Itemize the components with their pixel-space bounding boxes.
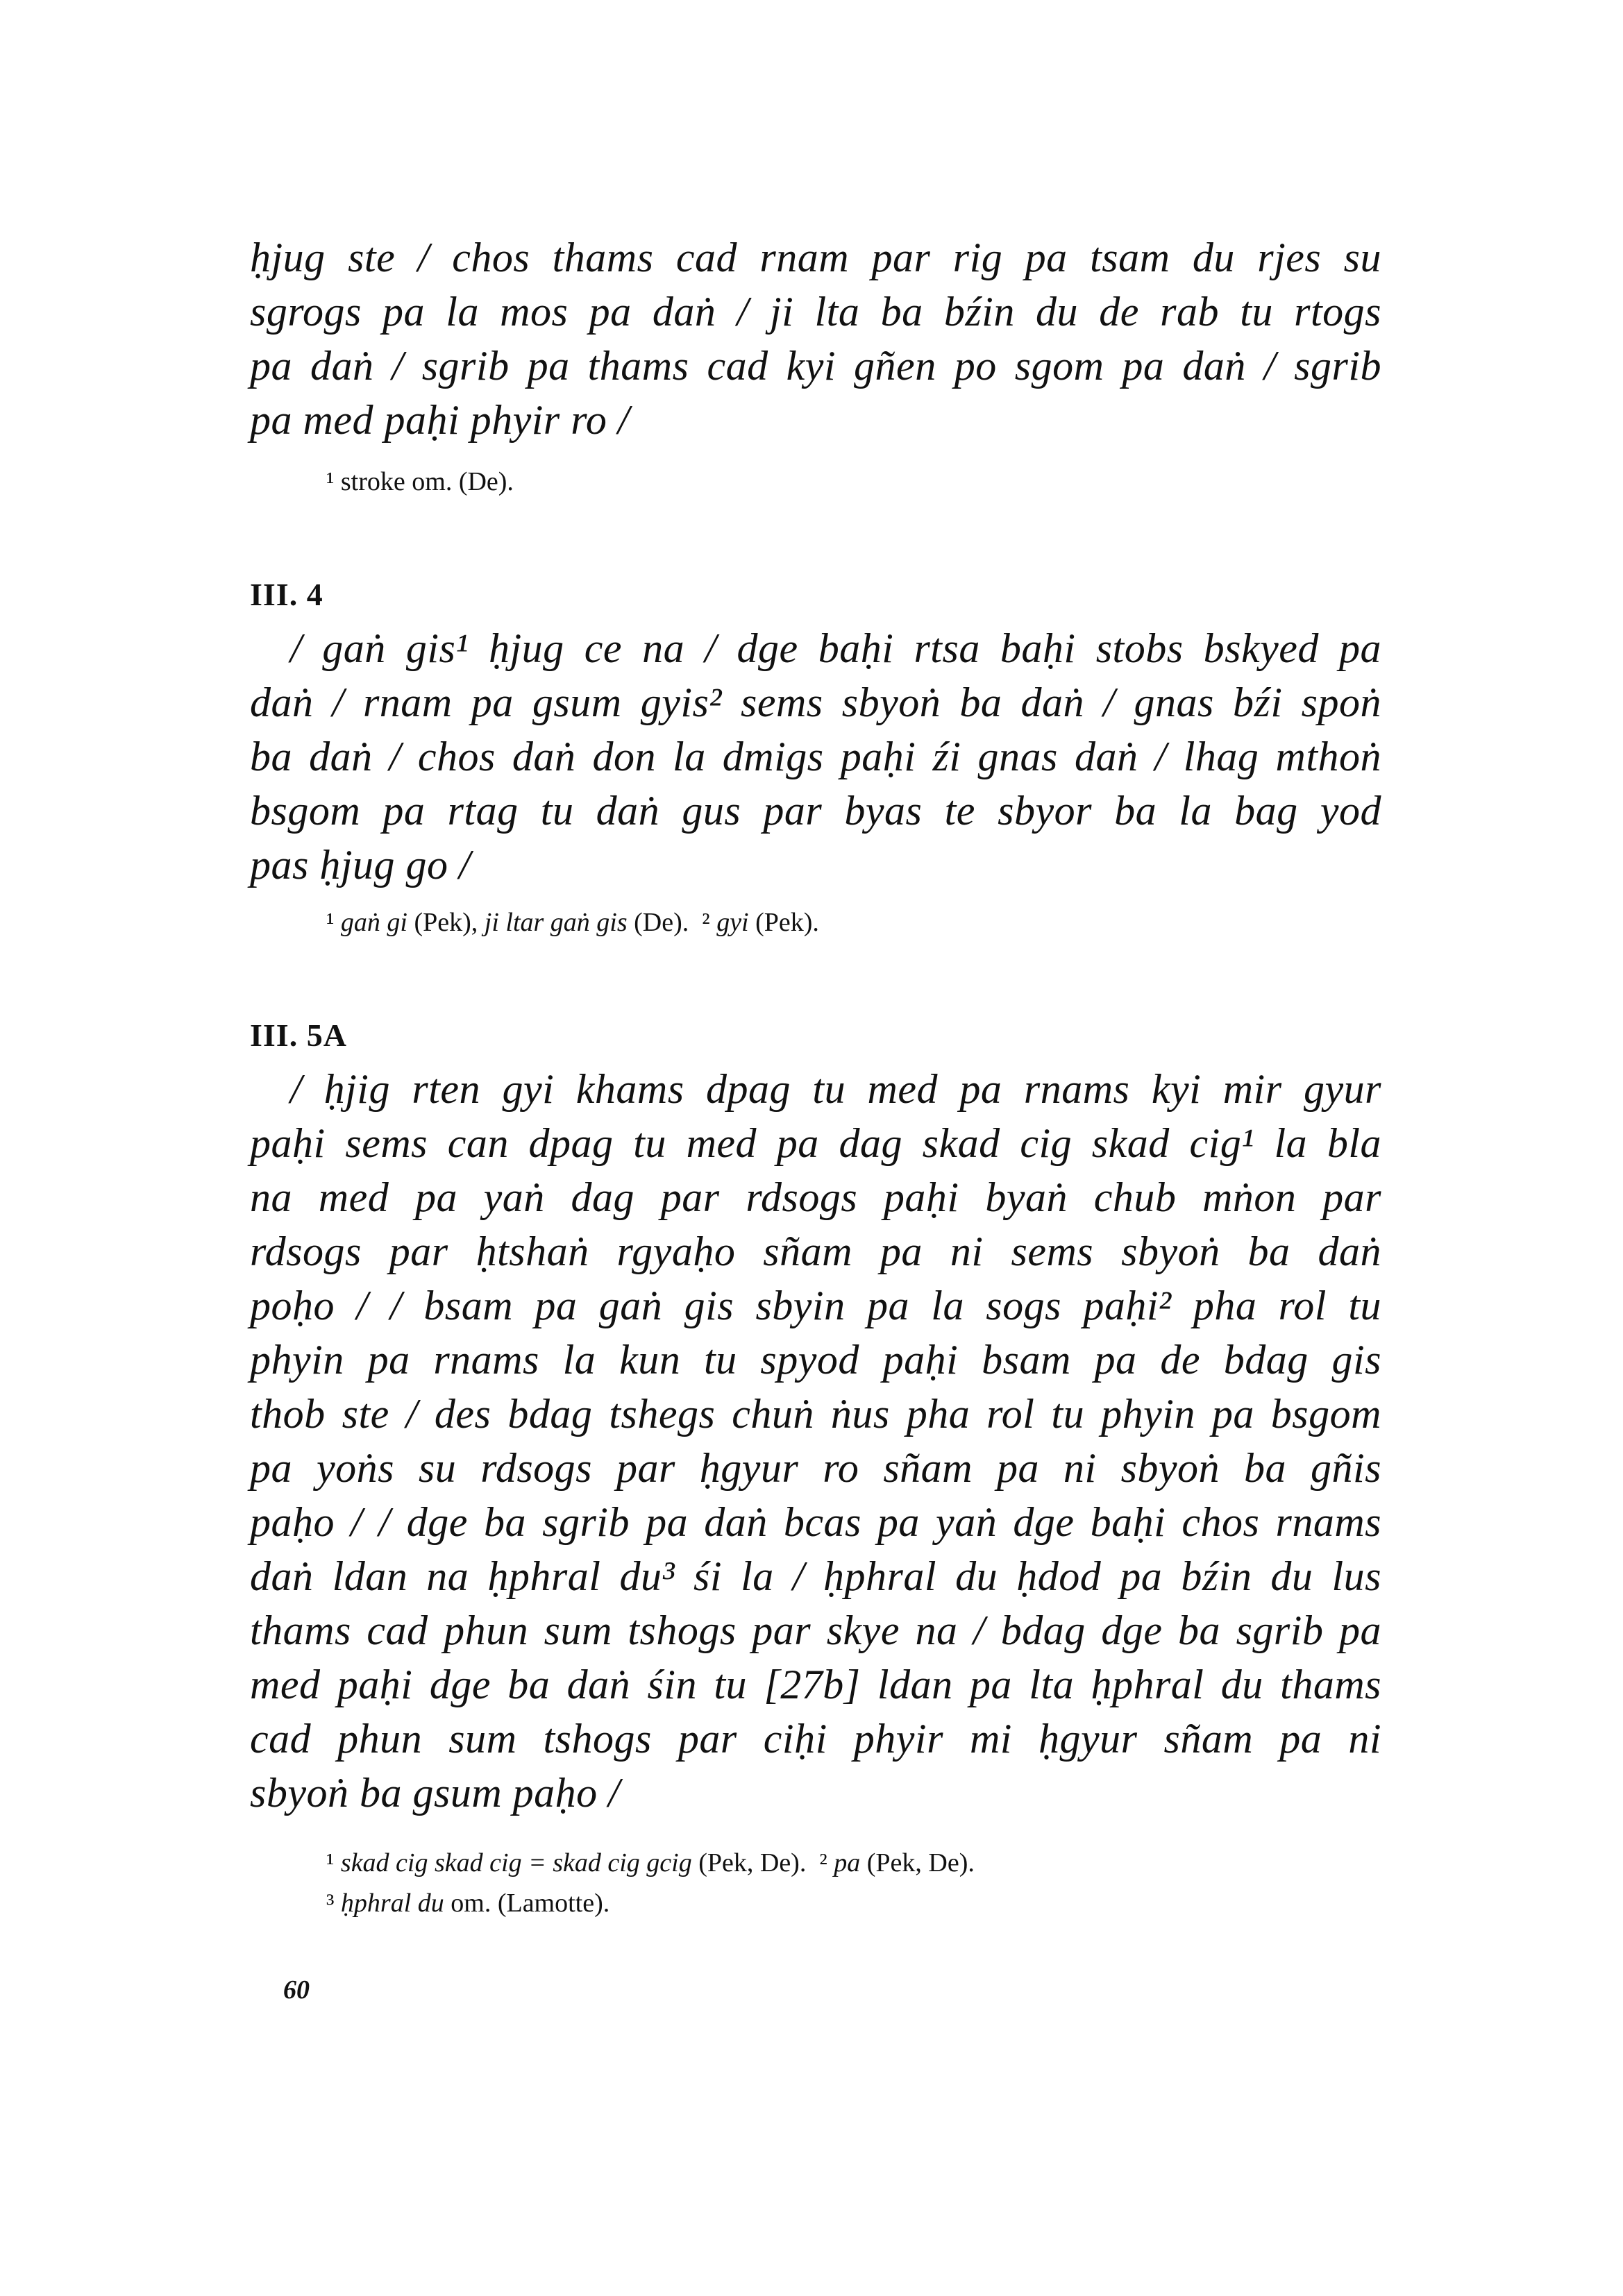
footnote-text: ḥphral du: [340, 1889, 444, 1918]
footnote-text: (Pek, De).: [698, 1848, 807, 1877]
text-line: / gaṅ gis¹ ḥjug ce na / dge baḥi rtsa baḥi stobs bskyed pa: [290, 625, 1381, 671]
footnote-marker: ¹: [326, 908, 335, 937]
footnote-marker: ²: [819, 1848, 827, 1877]
section-heading: III. 5A: [250, 1018, 347, 1053]
text-line: sgrogs pa la mos pa daṅ / ji lta ba bźin du de rab tu rtogs: [250, 289, 1381, 335]
text-line: pa yoṅs su rdsogs par ḥgyur ro sñam pa ni sbyoṅ ba gñis: [250, 1445, 1381, 1491]
footnote-text: (Pek).: [755, 908, 819, 937]
footnote-text: gaṅ gi: [340, 908, 407, 937]
footnote-text: skad cig skad cig = skad cig gcig: [340, 1848, 692, 1877]
footnote-text: ji ltar gaṅ gis: [484, 908, 628, 937]
footnote-text: gyi: [716, 908, 749, 937]
text-line: thob ste / des bdag tshegs chuṅ ṅus pha rol tu phyin pa bsgom: [250, 1391, 1381, 1437]
footnote-section-5a-line2: [326, 1883, 609, 1923]
text-line: phyin pa rnams la kun tu spyod paḥi bsam pa de bdag gis: [250, 1337, 1381, 1383]
text-line: ḥjug ste / chos thams cad rnam par rig pa tsam du rjes su: [250, 235, 1381, 280]
text-line: daṅ ldan na ḥphral du³ śi la / ḥphral du ḥdod pa bźin du lus: [250, 1553, 1381, 1599]
footnote-section-5a-line1: [326, 1843, 975, 1883]
paragraph-section-5a: [250, 1062, 1381, 1820]
footnote-section-4: [326, 902, 819, 943]
text-line: pa daṅ / sgrib pa thams cad kyi gñen po sgom pa daṅ / sgrib: [250, 343, 1381, 389]
footnote-text: (De).: [634, 908, 689, 937]
text-line: bsgom pa rtag tu daṅ gus par byas te sbyor ba la bag yod: [250, 788, 1381, 834]
text-line: paḥo / / dge ba sgrib pa daṅ bcas pa yaṅ dge baḥi chos rnams: [250, 1499, 1381, 1545]
text-line: daṅ / rnam pa gsum gyis² sems sbyoṅ ba daṅ / gnas bźi spoṅ: [250, 679, 1381, 725]
footnote-marker: ³: [326, 1889, 335, 1918]
text-line: paḥi sems can dpag tu med pa dag skad cig skad cig¹ la bla: [250, 1120, 1381, 1166]
text-line: thams cad phun sum tshogs par skye na / bdag dge ba sgrib pa: [250, 1607, 1381, 1653]
text-line: ba daṅ / chos daṅ don la dmigs paḥi źi gnas daṅ / lhag mthoṅ: [250, 734, 1381, 779]
footnote-marker: ¹: [326, 1848, 335, 1877]
text-line: / ḥjig rten gyi khams dpag tu med pa rnams kyi mir gyur: [290, 1066, 1381, 1112]
page-number: 60: [283, 1975, 310, 2004]
text-line: sbyoṅ ba gsum paḥo /: [250, 1770, 621, 1816]
text-line: na med pa yaṅ dag par rdsogs paḥi byaṅ chub mṅon par: [250, 1174, 1381, 1220]
footnote-text: pa: [834, 1848, 861, 1877]
paragraph-section-4: [250, 621, 1381, 892]
text-line: rdsogs par ḥtshaṅ rgyaḥo sñam pa ni sems sbyoṅ ba daṅ: [250, 1229, 1381, 1274]
paragraph-continuation: [250, 230, 1381, 447]
footnote-text: (Pek, De).: [866, 1848, 975, 1877]
text-line: pa med paḥi phyir ro /: [250, 397, 630, 443]
footnote-text: (Pek),: [414, 908, 478, 937]
text-line: pas ḥjug go /: [250, 842, 471, 888]
footnote-block1: ¹ stroke om. (De).: [326, 467, 514, 496]
text-line: cad phun sum tshogs par ciḥi phyir mi ḥgyur sñam pa ni: [250, 1716, 1381, 1762]
text-line: poḥo / / bsam pa gaṅ gis sbyin pa la sogs paḥi² pha rol tu: [250, 1283, 1381, 1328]
text-line: med paḥi dge ba daṅ śin tu [27b] ldan pa lta ḥphral du thams: [250, 1662, 1381, 1707]
footnote-marker: ²: [702, 908, 710, 937]
section-heading: III. 4: [250, 577, 323, 612]
footnote-text: om. (Lamotte).: [451, 1889, 610, 1918]
